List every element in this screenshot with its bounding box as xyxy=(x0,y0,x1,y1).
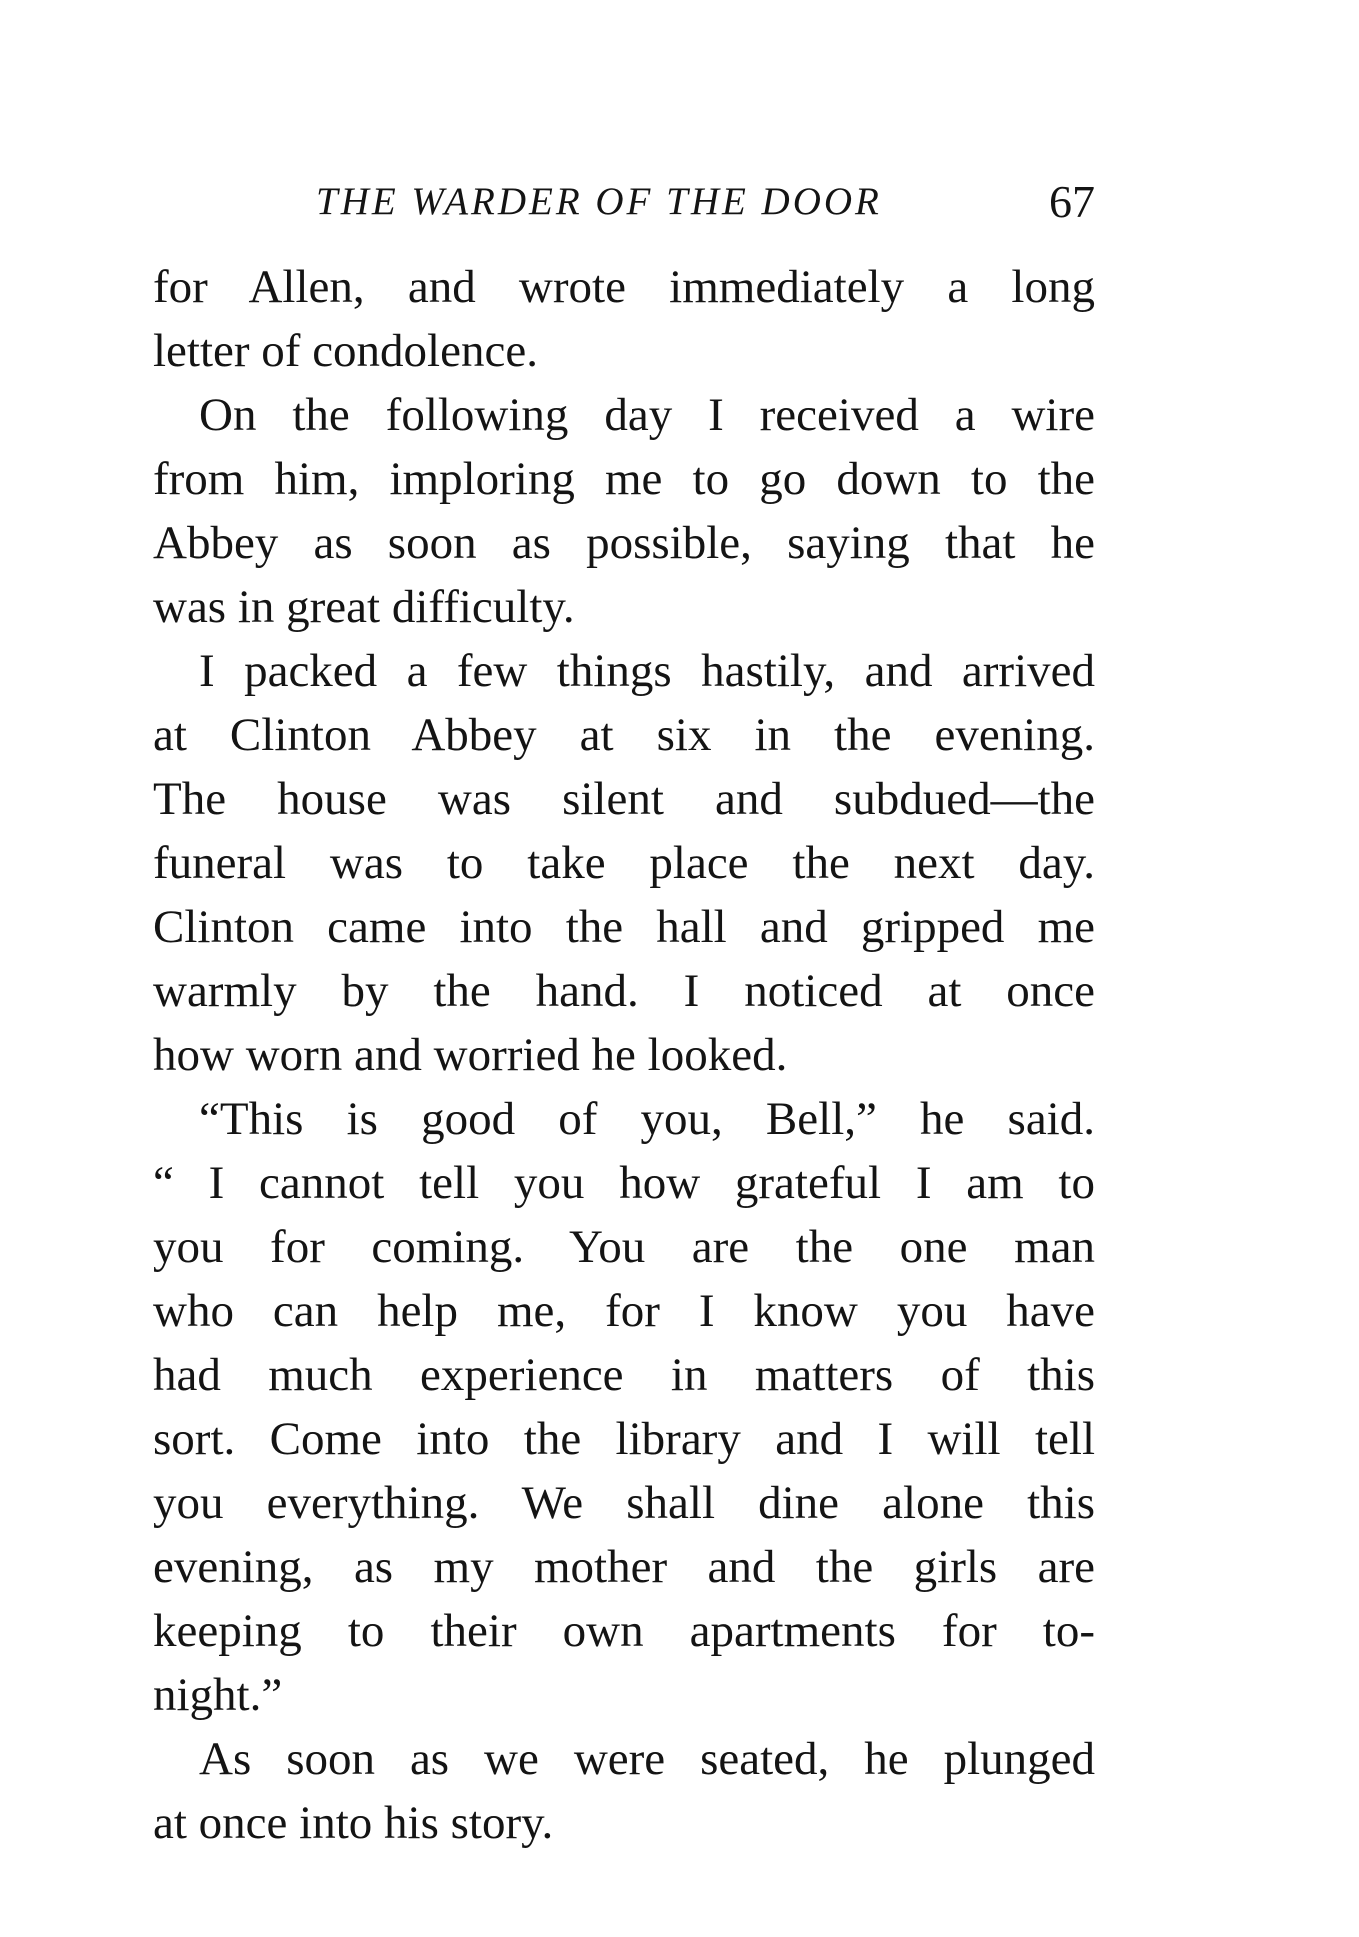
text-line: The house was silent and subdued—the xyxy=(153,773,1095,825)
text-line: I packed a few things hastily, and arrived xyxy=(199,645,1095,697)
text-line: had much experience in matters of this xyxy=(153,1349,1095,1401)
running-title: THE WARDER OF THE DOOR xyxy=(316,180,882,223)
text-line: for Allen, and wrote immediately a long xyxy=(153,261,1095,313)
body-text xyxy=(153,255,1095,1855)
text-line: Clinton came into the hall and gripped me xyxy=(153,901,1095,953)
text-line: funeral was to take place the next day. xyxy=(153,837,1095,889)
text-line: On the following day I received a wire xyxy=(199,389,1095,441)
text-line: from him, imploring me to go down to the xyxy=(153,453,1095,505)
text-line: evening, as my mother and the girls are xyxy=(153,1541,1095,1593)
text-line: night.” xyxy=(153,1669,283,1721)
text-line: “ I cannot tell you how grateful I am to xyxy=(153,1157,1095,1209)
text-line: “This is good of you, Bell,” he said. xyxy=(199,1093,1095,1145)
text-line: at once into his story. xyxy=(153,1797,554,1849)
text-line: sort. Come into the library and I will tell xyxy=(153,1413,1095,1465)
text-line: As soon as we were seated, he plunged xyxy=(199,1733,1095,1785)
text-line: Abbey as soon as possible, saying that he xyxy=(153,517,1095,569)
text-line: was in great difficulty. xyxy=(153,581,575,633)
text-line: you everything. We shall dine alone this xyxy=(153,1477,1095,1529)
text-line: warmly by the hand. I noticed at once xyxy=(153,965,1095,1017)
page-number: 67 xyxy=(1049,176,1095,227)
text-line: letter of condolence. xyxy=(153,325,538,377)
running-head xyxy=(316,172,1095,232)
text-line: who can help me, for I know you have xyxy=(153,1285,1095,1337)
text-line: how worn and worried he looked. xyxy=(153,1029,788,1081)
text-line: keeping to their own apartments for to- xyxy=(153,1605,1095,1657)
text-line: at Clinton Abbey at six in the evening. xyxy=(153,709,1095,761)
text-line: you for coming. You are the one man xyxy=(153,1221,1095,1273)
